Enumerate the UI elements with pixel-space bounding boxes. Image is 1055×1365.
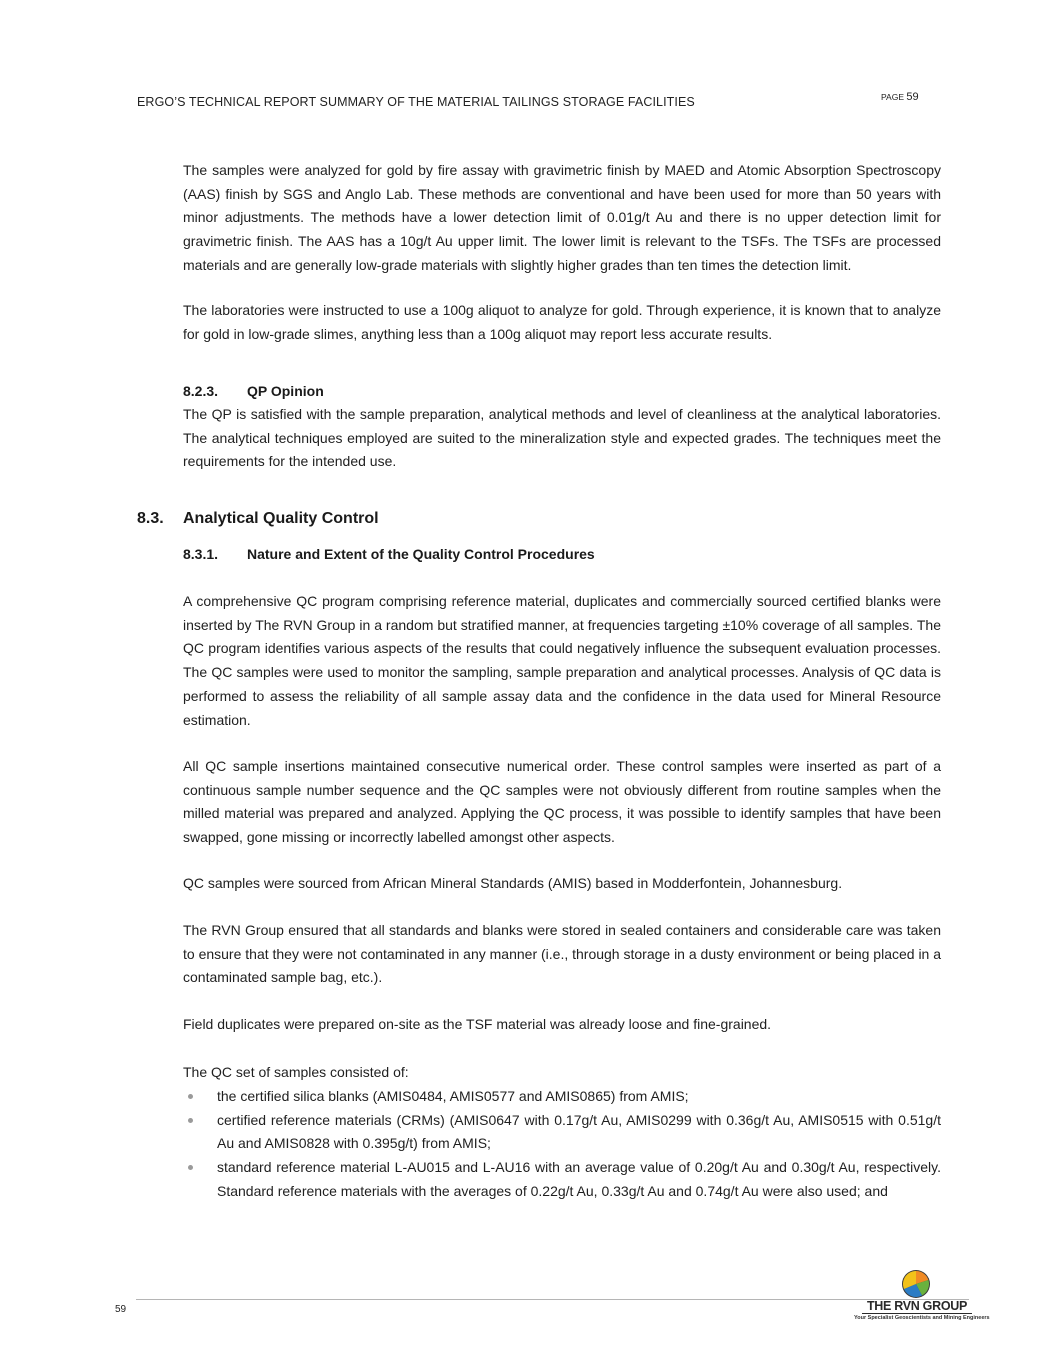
report-title: ERGO’S TECHNICAL REPORT SUMMARY OF THE MATERIAL TAILINGS STORAGE FACILITIES bbox=[137, 95, 695, 109]
paragraph-qc-program: A comprehensive QC program comprising reference material, duplicates and commercially sourced certified blanks were inserted by The RVN Group in a random but stratified manner, at frequencies targeting ±10% coverage of all samples. The QC program identifies various aspects of the results that could negatively influence the subsequent evaluation processes. The QC samples were used to monitor the sampling, sample preparation and analytical processes. Analysis of QC data is performed to assess the reliability of all sample assay data and the confidence in the data used for Mineral Resource estimation. bbox=[183, 593, 941, 728]
paragraph-field-duplicates: Field duplicates were prepared on-site as the TSF material was already loose and fine-grained. bbox=[183, 1016, 772, 1032]
section-number: 8.3. bbox=[137, 510, 164, 527]
footer-page-number: 59 bbox=[115, 1304, 127, 1315]
header-page-number bbox=[881, 91, 919, 103]
bullet-icon bbox=[188, 1165, 193, 1170]
qc-samples-list bbox=[183, 1085, 941, 1204]
page-number: 59 bbox=[906, 91, 919, 103]
paragraph-qc-set-intro: The QC set of samples consisted of: bbox=[183, 1064, 409, 1080]
footer-divider bbox=[136, 1299, 969, 1300]
list-item: the certified silica blanks (AMIS0484, AMIS0577 and AMIS0865) from AMIS; bbox=[183, 1085, 941, 1109]
bullet-icon bbox=[188, 1118, 193, 1123]
list-item: standard reference material L-AU015 and L-AU16 with an average value of 0.20g/t Au and 0.30g/t Au, respectively. Standard reference materials with the averages of 0.22g/t Au, 0.33g/t Au and 0.74g/t Au were also used; and bbox=[183, 1156, 941, 1203]
logo-tagline: Your Specialist Geoscientists and Mining Engineers bbox=[854, 1315, 990, 1321]
section-heading-8-3-1 bbox=[183, 546, 595, 562]
logo-name: THE RVN GROUP bbox=[862, 1299, 972, 1314]
paragraph-qp-opinion: The QP is satisfied with the sample preparation, analytical methods and level of cleanliness at the analytical laboratories. The analytical techniques employed are suited to the mineralization style and expected grades. The techniques meet the requirements for the intended use. bbox=[183, 406, 941, 470]
paragraph-qc-insertions: All QC sample insertions maintained consecutive numerical order. These control samples were inserted as part of a continuous sample number sequence and the QC samples were not obviously different from routine samples when the milled material was prepared and analyzed. Applying the QC process, it was possible to identify samples that have been swapped, gone missing or incorrectly labelled amongst other aspects. bbox=[183, 758, 941, 846]
bullet-icon bbox=[188, 1094, 193, 1099]
rvn-logo-icon bbox=[901, 1269, 931, 1299]
paragraph-aliquot: The laboratories were instructed to use a 100g aliquot to analyze for gold. Through experience, it is known that to analyze for gold in low-grade slimes, anything less than a 100g aliquot may report less accurate results. bbox=[183, 302, 941, 342]
rvn-group-logo bbox=[850, 1269, 990, 1325]
section-heading-8-2-3 bbox=[183, 383, 324, 399]
section-number: 8.2.3. bbox=[183, 383, 219, 399]
list-item: certified reference materials (CRMs) (AMIS0647 with 0.17g/t Au, AMIS0299 with 0.36g/t Au, AMIS0515 with 0.51g/t Au and AMIS0828 with 0.395g/t) from AMIS; bbox=[183, 1109, 941, 1156]
section-heading-8-3 bbox=[137, 510, 379, 528]
page-label: PAGE bbox=[881, 92, 904, 102]
section-title: Analytical Quality Control bbox=[183, 510, 379, 527]
section-title: Nature and Extent of the Quality Control Procedures bbox=[247, 546, 595, 562]
section-number: 8.3.1. bbox=[183, 546, 219, 562]
paragraph-storage: The RVN Group ensured that all standards and blanks were stored in sealed containers and considerable care was taken to ensure that they were not contaminated in any manner (i.e., through storage in a dusty environment or being placed in a contaminated sample bag, etc.). bbox=[183, 922, 942, 986]
paragraph-qc-source: QC samples were sourced from African Mineral Standards (AMIS) based in Modderfontein, Johannesburg. bbox=[183, 875, 843, 891]
paragraph-analysis-methods: The samples were analyzed for gold by fire assay with gravimetric finish by MAED and Atomic Absorption Spectroscopy (AAS) finish by SGS and Anglo Lab. These methods are conventional and have been used for more than 50 years with minor adjustments. The methods have a lower detection limit of 0.01g/t Au and there is no upper detection limit for gravimetric finish. The AAS has a 10g/t Au upper limit. The lower limit is relevant to the TSFs. The TSFs are processed materials and are generally low-grade materials with slightly higher grades than ten times the detection limit. bbox=[183, 162, 941, 273]
section-title: QP Opinion bbox=[247, 383, 324, 399]
